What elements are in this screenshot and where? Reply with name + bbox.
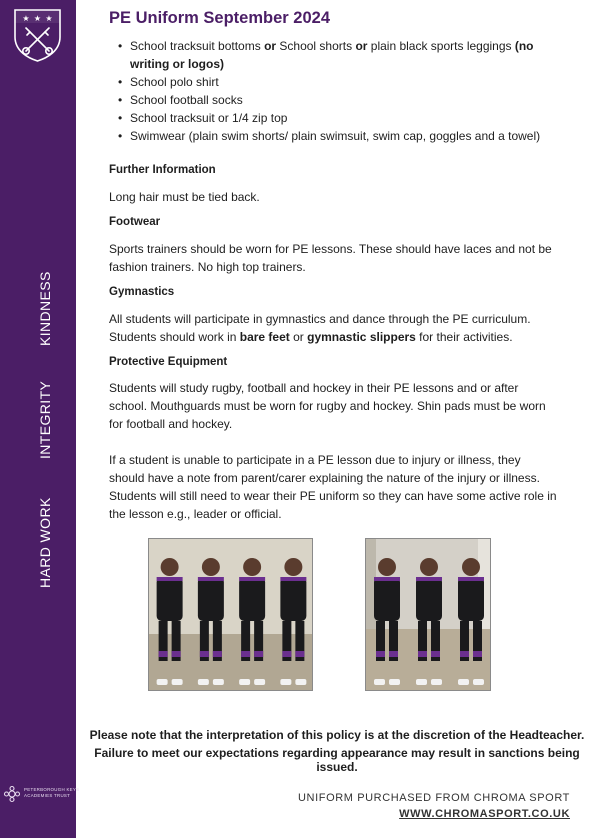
- trust-name-line1: PETERBOROUGH KEYS: [24, 787, 80, 792]
- footer-supplier: UNIFORM PURCHASED FROM CHROMA SPORT: [298, 792, 570, 804]
- girls-pe-kit-photo: [148, 538, 313, 691]
- protective-text: Students will study rugby, football and hockey in their PE lessons and or after school. Mouthguards must be worn for rugby and hockey. Shin pads must be worn for football and hockey.: [109, 381, 546, 431]
- gymnastics-run: All students will participate in gymnastics and dance through the PE curriculum. Students should work in: [109, 312, 531, 344]
- gymnastics-text: [109, 310, 559, 346]
- gymnastics-heading: Gymnastics: [109, 286, 175, 298]
- uniform-item-run: School football socks: [130, 93, 243, 107]
- uniform-item-run: (no writing or logos): [130, 39, 534, 71]
- trust-name-line2: ACADEMIES TRUST: [24, 793, 71, 798]
- boys-photo-illustration: [366, 539, 491, 691]
- value-integrity: INTEGRITY: [37, 380, 53, 459]
- uniform-item-run: or: [264, 39, 277, 53]
- injury-text: If a student is unable to participate in a PE lesson due to injury or illness, they should have a note from parent/carer explaining the nature of the injury or illness. Students will still need to wear their PE uniform so they can have some active role in the lesson e.g., leader or official.: [109, 453, 557, 521]
- uniform-list-item: [116, 37, 556, 73]
- uniform-item-run: School shorts: [276, 39, 356, 53]
- notice-line-1: Please note that the interpretation of this policy is at the discretion of the Headteacher.: [89, 728, 585, 742]
- school-values: [0, 0, 76, 838]
- uniform-item-run: Swimwear (plain swim shorts/ plain swimsuit, swim cap, goggles and a towel): [130, 129, 541, 143]
- sidebar: [0, 0, 80, 838]
- page-title: PE Uniform September 2024: [109, 9, 330, 27]
- svg-text:★: ★: [45, 14, 53, 23]
- uniform-item-run: or: [355, 39, 368, 53]
- uniform-item-run: School tracksuit bottoms: [130, 39, 265, 53]
- uniform-item-run: School tracksuit or 1/4 zip top: [130, 111, 288, 125]
- uniform-list-item: [116, 127, 556, 145]
- value-kindness: KINDNESS: [37, 271, 53, 346]
- gymnastics-run: or: [289, 330, 308, 344]
- value-hard-work: HARD WORK: [37, 497, 53, 588]
- protective-heading: Protective Equipment: [109, 356, 228, 368]
- trust-emblem-icon: [3, 785, 21, 803]
- uniform-list-item: [116, 73, 556, 91]
- further-info-heading: Further Information: [109, 164, 216, 176]
- uniform-list-item: [116, 109, 556, 127]
- svg-text:★: ★: [22, 14, 30, 23]
- svg-text:★: ★: [33, 14, 42, 23]
- trust-logo: [3, 785, 80, 811]
- uniform-item-run: plain black sports leggings: [367, 39, 515, 53]
- uniform-item-run: School polo shirt: [130, 75, 219, 89]
- gymnastics-run: bare feet: [239, 330, 290, 344]
- boys-pe-kit-photo: [365, 538, 491, 691]
- footwear-heading: Footwear: [109, 216, 161, 228]
- girls-photo-illustration: [149, 539, 313, 691]
- uniform-list-item: [116, 91, 556, 109]
- footer-website-link[interactable]: WWW.CHROMASPORT.CO.UK: [399, 808, 570, 820]
- footwear-text: Sports trainers should be worn for PE lessons. These should have laces and not be fashion trainers. No high top trainers.: [109, 242, 552, 274]
- gymnastics-run: gymnastic slippers: [307, 330, 416, 344]
- gymnastics-run: for their activities.: [415, 330, 513, 344]
- uniform-list: [116, 37, 556, 145]
- notice-line-2: Failure to meet our expectations regarding appearance may result in sanctions being issued.: [94, 746, 580, 774]
- further-info-text: Long hair must be tied back.: [109, 190, 260, 204]
